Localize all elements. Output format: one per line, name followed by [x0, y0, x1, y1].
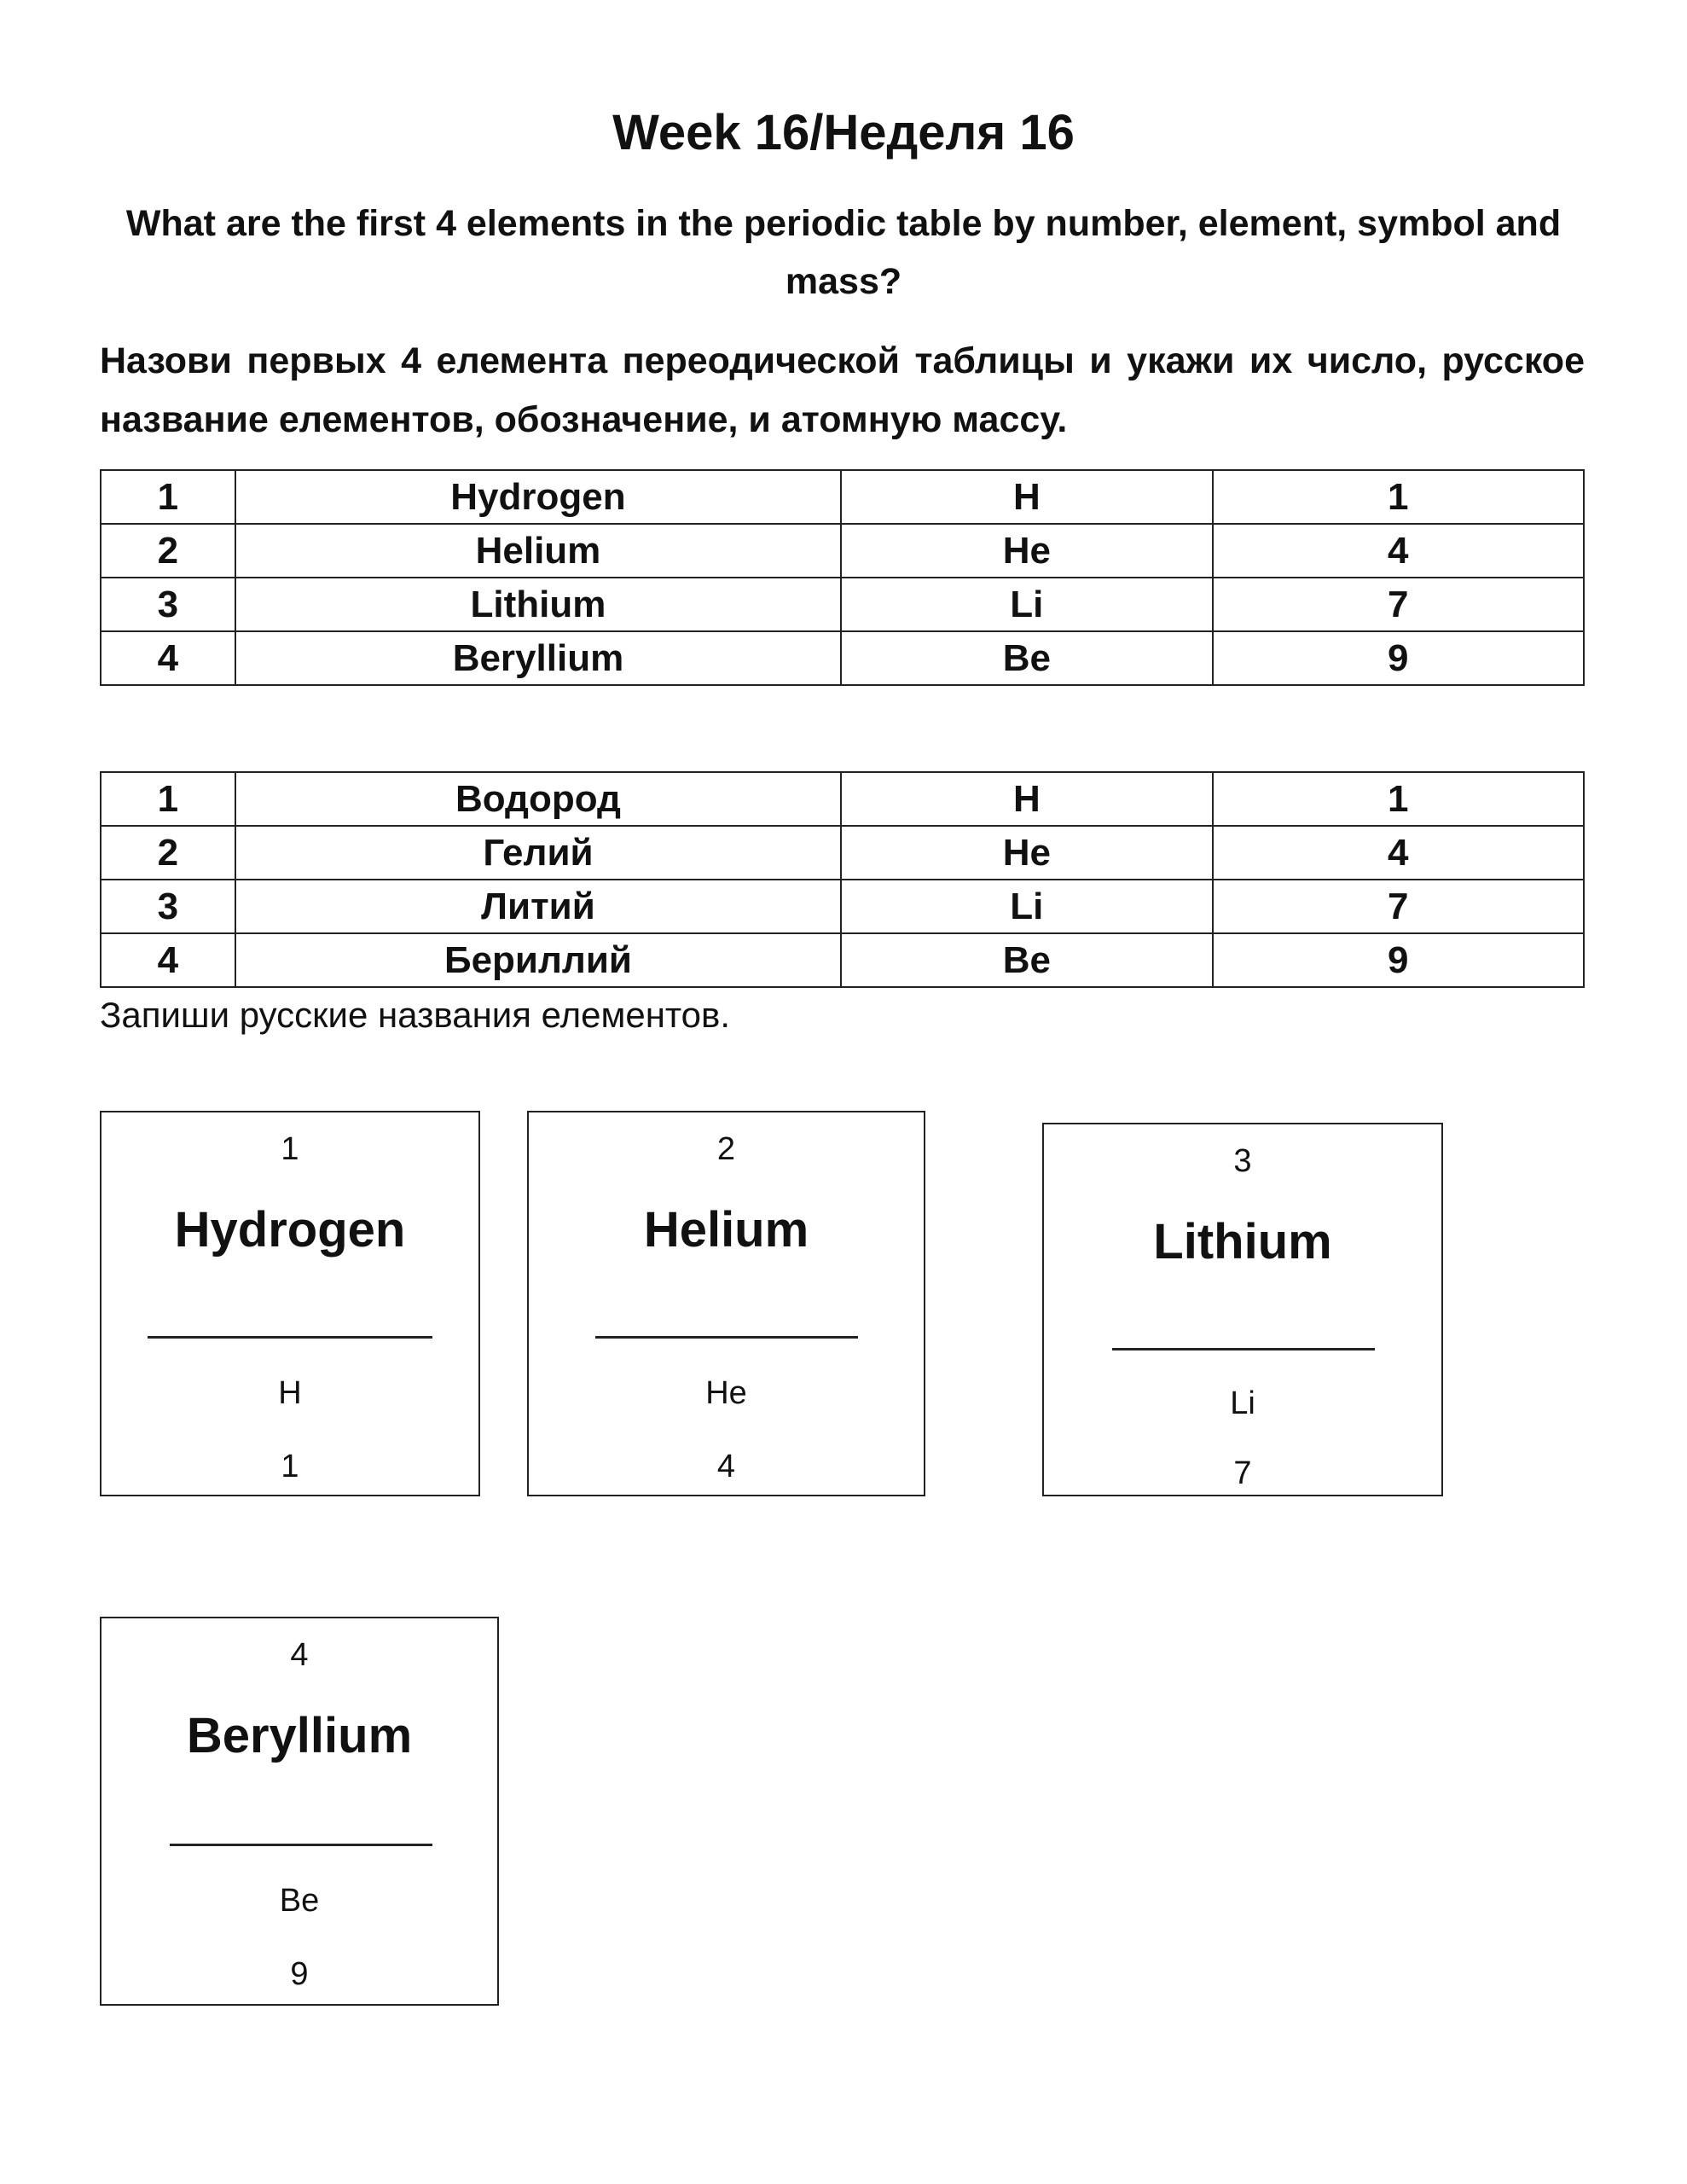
table-row — [101, 578, 1584, 631]
element-number-cell: 3 — [101, 880, 235, 933]
element-symbol-cell: Li — [841, 578, 1212, 631]
card-mass: 1 — [281, 1449, 299, 1484]
table-row — [101, 880, 1584, 933]
element-mass-cell: 7 — [1213, 880, 1584, 933]
instruction-text: Запиши русские названия елементов. — [100, 995, 730, 1035]
table-row — [101, 631, 1584, 685]
element-symbol-cell: H — [841, 772, 1212, 826]
card-element-name: Lithium — [1153, 1214, 1332, 1269]
card-number: 1 — [281, 1131, 299, 1167]
element-number-cell: 4 — [101, 631, 235, 685]
card-number: 4 — [290, 1637, 309, 1673]
element-name-cell: Бериллий — [235, 933, 841, 987]
element-card-helium — [527, 1111, 925, 1496]
element-symbol-cell: Be — [841, 631, 1212, 685]
answer-blank-line[interactable] — [170, 1844, 432, 1846]
table-row — [101, 524, 1584, 578]
question-english: What are the first 4 elements in the periodic table by number, element, symbol and mass? — [125, 203, 1562, 302]
element-mass-cell: 4 — [1213, 826, 1584, 880]
element-name-cell: Hydrogen — [235, 470, 841, 524]
element-symbol-cell: Be — [841, 933, 1212, 987]
answer-blank-line[interactable] — [595, 1336, 858, 1339]
question-russian: Назови первых 4 елемента переодической таблицы и укажи их число, русское название елементов, обозначение, и атомную массу. — [100, 340, 1585, 440]
element-number-cell: 1 — [101, 772, 235, 826]
table-row — [101, 933, 1584, 987]
table-row — [101, 470, 1584, 524]
card-element-name: Beryllium — [186, 1708, 413, 1763]
element-name-cell: Литий — [235, 880, 841, 933]
element-number-cell: 4 — [101, 933, 235, 987]
card-element-name: Helium — [643, 1202, 809, 1258]
element-card-hydrogen — [100, 1111, 480, 1496]
table-row — [101, 826, 1584, 880]
card-symbol: Li — [1230, 1385, 1255, 1421]
element-symbol-cell: Li — [841, 880, 1212, 933]
page-title: Week 16/Неделя 16 — [612, 105, 1075, 160]
card-mass: 9 — [290, 1956, 309, 1992]
element-mass-cell: 1 — [1213, 772, 1584, 826]
element-name-cell: Helium — [235, 524, 841, 578]
card-symbol: H — [278, 1375, 302, 1411]
element-card-lithium — [1042, 1123, 1443, 1496]
card-symbol: Be — [279, 1883, 320, 1919]
element-symbol-cell: He — [841, 524, 1212, 578]
element-number-cell: 1 — [101, 470, 235, 524]
element-card-beryllium — [100, 1617, 499, 2006]
element-number-cell: 2 — [101, 524, 235, 578]
table-row — [101, 772, 1584, 826]
card-element-name: Hydrogen — [174, 1202, 406, 1258]
element-mass-cell: 7 — [1213, 578, 1584, 631]
element-mass-cell: 4 — [1213, 524, 1584, 578]
answer-blank-line[interactable] — [148, 1336, 432, 1339]
answer-blank-line[interactable] — [1112, 1348, 1375, 1350]
element-number-cell: 3 — [101, 578, 235, 631]
element-name-cell: Beryllium — [235, 631, 841, 685]
card-number: 2 — [716, 1131, 736, 1167]
element-number-cell: 2 — [101, 826, 235, 880]
elements-table-english — [100, 469, 1585, 686]
element-name-cell: Водород — [235, 772, 841, 826]
card-number: 3 — [1233, 1143, 1252, 1179]
element-name-cell: Гелий — [235, 826, 841, 880]
element-name-cell: Lithium — [235, 578, 841, 631]
element-symbol-cell: H — [841, 470, 1212, 524]
element-mass-cell: 1 — [1213, 470, 1584, 524]
card-symbol: He — [705, 1375, 747, 1411]
element-mass-cell: 9 — [1213, 933, 1584, 987]
element-symbol-cell: He — [841, 826, 1212, 880]
card-mass: 7 — [1233, 1455, 1252, 1491]
element-mass-cell: 9 — [1213, 631, 1584, 685]
elements-table-russian — [100, 771, 1585, 988]
card-mass: 4 — [716, 1449, 736, 1484]
